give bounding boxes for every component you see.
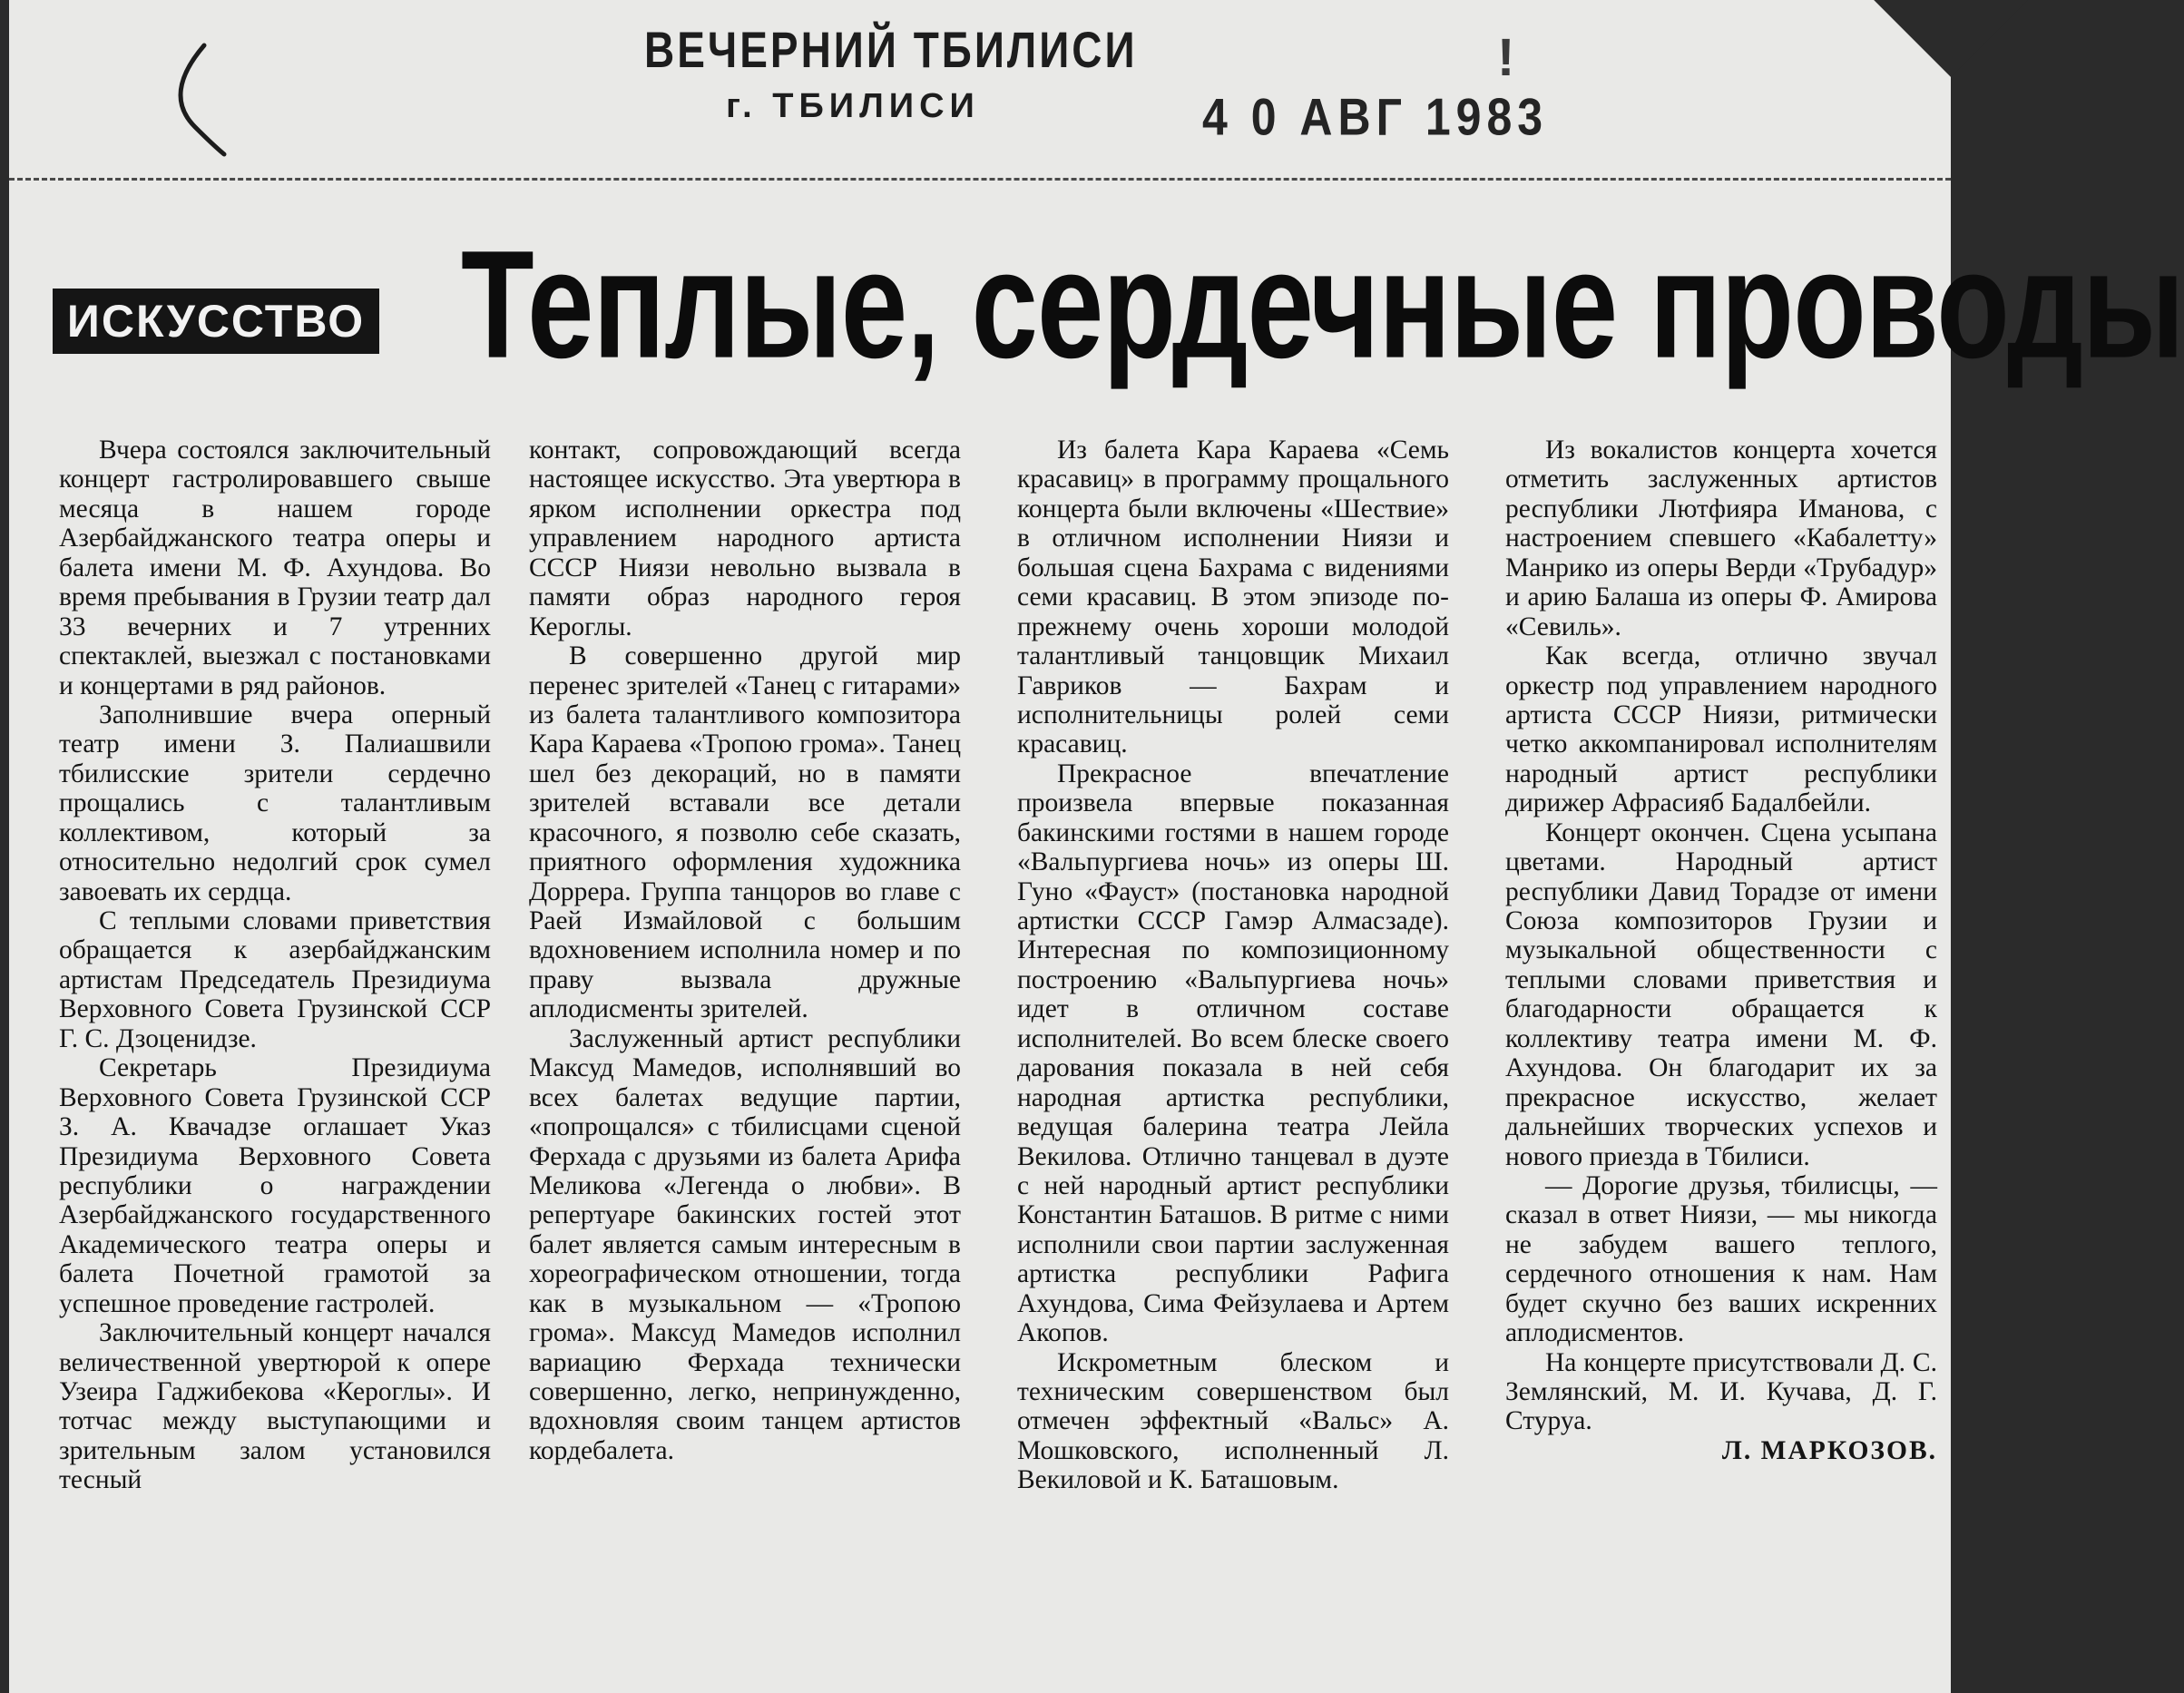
stamp-city: г. ТБИЛИСИ xyxy=(726,87,980,125)
pen-mark-icon xyxy=(168,41,231,159)
paragraph: Заполнившие вчера оперный театр имени З. Палиашвили тбилисские зрители сердечно прощались с талантливым коллективом, который за относительно недолгий срок сумел завоевать их сердца. xyxy=(59,700,491,906)
paragraph: На концерте присутствовали Д. С. Землянский, М. И. Кучава, Д. Г. Стуруа. xyxy=(1505,1347,1937,1436)
paragraph: Из вокалистов концерта хочется отметить заслуженных артистов республики Лютфияра Иманова, с настроением спевшего «Кабалетту» Манрико из оперы Верди «Трубадур» и арию Балаша из оперы Ф. Амирова «Севиль». xyxy=(1505,435,1937,641)
rubric-label: ИСКУССТВО xyxy=(53,289,379,354)
paragraph: Заключительный концерт начался величественной увертюрой к опере Узеира Гаджибекова «Кероглы». И тотчас между выступающими и зрительным залом установился тесный xyxy=(59,1318,491,1495)
newspaper-clipping xyxy=(9,0,2184,1693)
dashed-divider xyxy=(9,178,1951,181)
paragraph: — Дорогие друзья, тбилисцы, — сказал в ответ Ниязи, — мы никогда не забудем вашего теплого, сердечного отношения к нам. Нам будет скучно без ваших искренних аплодисментов. xyxy=(1505,1170,1937,1348)
paragraph: контакт, сопровождающий всегда настоящее искусство. Эта увертюра в ярком исполнении оркестра под управлением народного артиста СССР Ниязи невольно вызвала в памяти образ народного героя Кероглы. xyxy=(529,435,961,641)
article-column-4 xyxy=(1505,435,1937,1465)
article-column-3 xyxy=(1017,435,1449,1495)
paragraph: Секретарь Президиума Верховного Совета Грузинской ССР З. А. Квачадзе оглашает Указ Президиума Верховного Совета республики о награждении Азербайджанского государственного Академического театра оперы и балета Почетной грамотой за успешное проведение гастролей. xyxy=(59,1053,491,1318)
paragraph: Концерт окончен. Сцена усыпана цветами. Народный артист республики Давид Торадзе от имени Союза композиторов Грузии и музыкальной общественности с теплыми словами приветствия и благодарности обращается к коллективу театра имени М. Ф. Ахундова. Он благодарит их за прекрасное искусство, желает дальнейших творческих успехов и нового приезда в Тбилиси. xyxy=(1505,817,1937,1171)
article-column-1 xyxy=(59,435,491,1495)
paragraph: Прекрасное впечатление произвела впервые показанная бакинскими гостями в нашем городе «Вальпургиева ночь» из оперы Ш. Гуно «Фауст» (постановка народной артистки СССР Гамэр Алмасзаде). Интересная по композиционному построению «Вальпургиева ночь» идет в отличном составе исполнителей. Во всем блеске своего дарования показала в ней себя народная артистка республики, ведущая балерина театра Лейла Векилова. Отлично танцевал в дуэте с ней народный артист республики Константин Баташов. В ритме с ними исполнили свои партии заслуженная артистка республики Рафига Ахундова, Сима Фейзулаева и Артем Акопов. xyxy=(1017,758,1449,1348)
paragraph: С теплыми словами приветствия обращается к азербайджанским артистам Председатель Президиума Верховного Совета Грузинской ССР Г. С. Дзоценидзе. xyxy=(59,906,491,1053)
article-body xyxy=(45,435,1951,1678)
stamp-date: 4 0 АВГ 1983 xyxy=(1202,87,1549,147)
paragraph: Как всегда, отлично звучал оркестр под управлением народного артиста СССР Ниязи, ритмически четко аккомпанировал исполнителям народный артист республики дирижер Афрасияб Бадалбейли. xyxy=(1505,641,1937,818)
paragraph: Вчера состоялся заключительный концерт гастролировавшего свыше месяца в нашем городе Азербайджанского театра оперы и балета имени М. Ф. Ахундова. Во время пребывания в Грузии театр дал 33 вечерних и 7 утренних спектаклей, выезжал с постановками и концертами в ряд районов. xyxy=(59,435,491,700)
paragraph: В совершенно другой мир перенес зрителей «Танец с гитарами» из балета талантливого композитора Кара Караева «Тропою грома». Танец шел без декораций, но в памяти зрителей вставали все детали красочного, я позволю себе сказать, приятного оформления художника Доррера. Группа танцоров во главе с Раей Измайловой с большим вдохновением исполнила номер и по праву вызвала дружные аплодисменты зрителей. xyxy=(529,641,961,1024)
newspaper-stamp xyxy=(644,21,1138,126)
stamp-newspaper-name: ВЕЧЕРНИЙ ТБИЛИСИ xyxy=(644,21,1138,79)
stamp-mark: ! xyxy=(1497,28,1515,87)
paragraph: Искрометным блеском и техническим совершенством был отмечен эффектный «Вальс» А. Мошковского, исполненный Л. Векиловой и К. Баташовым. xyxy=(1017,1347,1449,1495)
paragraph: Из балета Кара Караева «Семь красавиц» в программу прощального концерта были включены «Шествие» в отличном исполнении Ниязи и большая сцена Бахрама с видениями семи красавиц. В этом эпизоде по-прежнему очень хороши молодой талантливый танцовщик Михаил Гавриков — Бахрам и исполнительницы ролей семи красавиц. xyxy=(1017,435,1449,759)
article-headline: Теплые, сердечные проводы xyxy=(461,219,2184,390)
clipping-corner-cut xyxy=(1874,0,2028,77)
author-signature: Л. МАРКОЗОВ. xyxy=(1721,1435,1937,1465)
article-column-2 xyxy=(529,435,961,1465)
paragraph: Заслуженный артист республики Максуд Мамедов, исполнявший во всех балетах ведущие партии, «попрощался» с тбилисцами сценой Ферхада с друзьями из балета Арифа Меликова «Легенда о любви». В репертуаре бакинских гостей этот балет является самым интересным в хореографическом отношении, тогда как в музыкальном — «Тропою грома». Максуд Мамедов исполнил вариацию Ферхада технически совершенно, легко, непринужденно, вдохновляя своим танцем артистов кордебалета. xyxy=(529,1023,961,1465)
